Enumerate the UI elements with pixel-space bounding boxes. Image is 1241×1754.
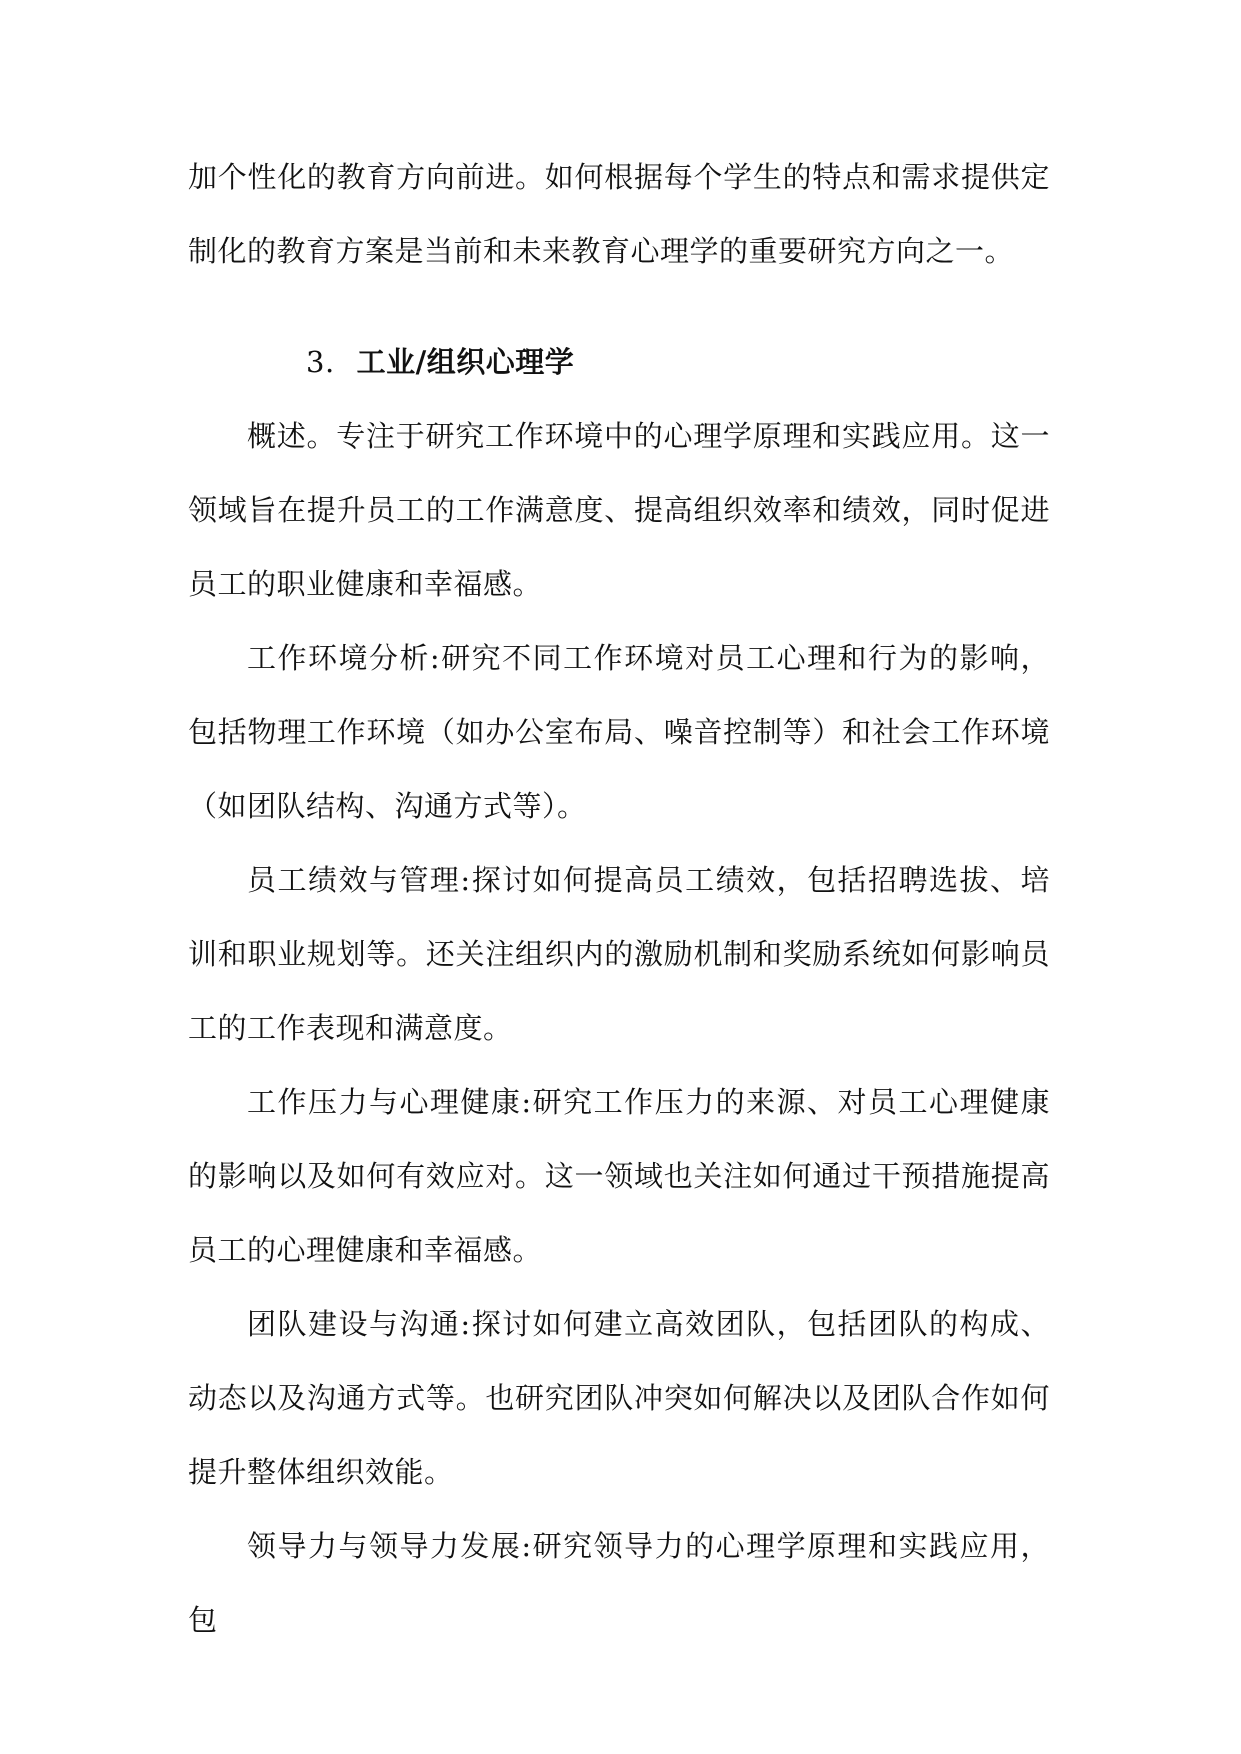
paragraph-label: 工作环境分析: <box>247 641 441 675</box>
opening-paragraph: 加个性化的教育方向前进。如何根据每个学生的特点和需求提供定制化的教育方案是当前和未来教育心理学的重要研究方向之一。 <box>188 160 1050 268</box>
document-body <box>188 140 1050 1657</box>
paragraph-label: 团队建设与沟通: <box>247 1307 471 1341</box>
paragraph-text: 概述。专注于研究工作环境中的心理学原理和实践应用。这一领域旨在提升员工的工作满意度、提高组织效率和绩效，同时促进员工的职业健康和幸福感。 <box>188 419 1050 601</box>
paragraph-work-environment <box>188 621 1050 843</box>
paragraph-teamwork <box>188 1287 1050 1509</box>
section-number: 3. <box>306 345 335 379</box>
paragraph-text: 探讨如何提高员工绩效，包括招聘选拔、培训和职业规划等。还关注组织内的激励机制和奖励系统如何影响员工的工作表现和满意度。 <box>188 863 1050 1045</box>
paragraph-performance <box>188 843 1050 1065</box>
paragraph-label: 工作压力与心理健康: <box>247 1085 532 1119</box>
paragraph-label: 员工绩效与管理: <box>247 863 471 897</box>
paragraph-label: 领导力与领导力发展: <box>247 1529 532 1563</box>
section-title: 工业/组织心理学 <box>356 345 575 379</box>
paragraph-text: 探讨如何建立高效团队，包括团队的构成、动态以及沟通方式等。也研究团队冲突如何解决以及团队合作如何提升整体组织效能。 <box>188 1307 1050 1489</box>
paragraph-stress <box>188 1065 1050 1287</box>
paragraph-leadership <box>188 1509 1050 1657</box>
paragraph-text: 研究领导力的心理学原理和实践应用，包 <box>188 1529 1050 1637</box>
section-heading <box>188 325 1050 399</box>
paragraph-overview <box>188 399 1050 621</box>
paragraph-text: 研究不同工作环境对员工心理和行为的影响，包括物理工作环境（如办公室布局、噪音控制等）和社会工作环境（如团队结构、沟通方式等）。 <box>188 641 1050 823</box>
paragraph-text: 研究工作压力的来源、对员工心理健康的影响以及如何有效应对。这一领域也关注如何通过干预措施提高员工的心理健康和幸福感。 <box>188 1085 1050 1267</box>
